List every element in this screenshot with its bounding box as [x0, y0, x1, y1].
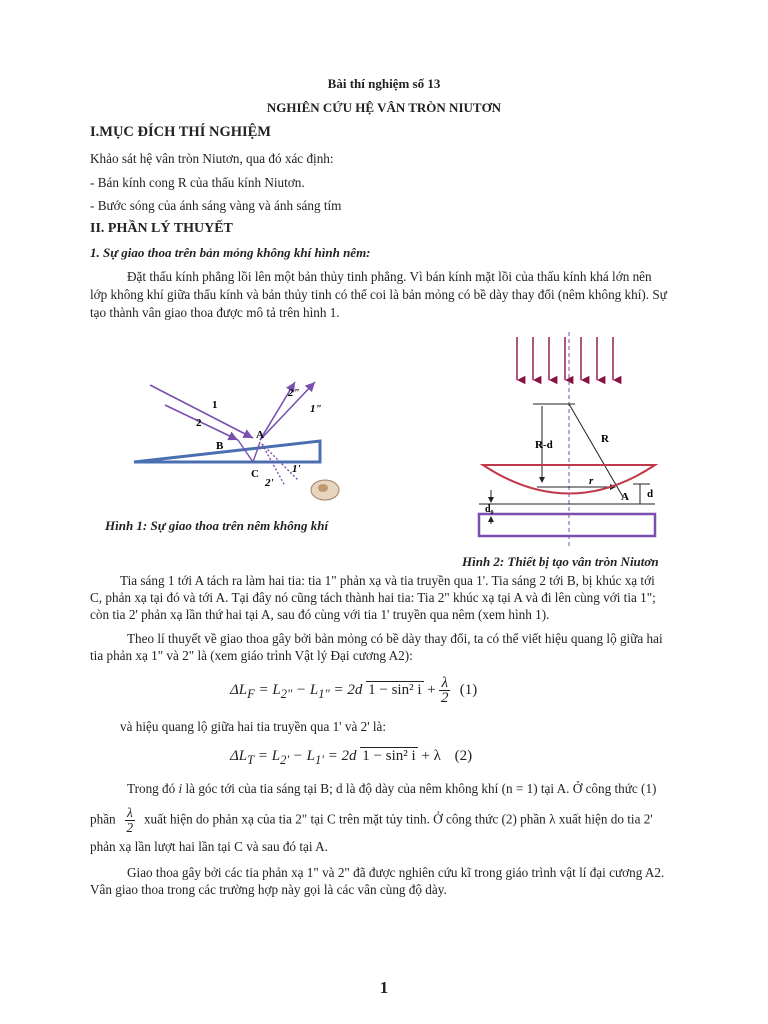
label-Rd: R-d	[535, 439, 553, 451]
figure2-caption: Hình 2: Thiết bị tạo vân tròn Niutơn	[462, 554, 659, 569]
label-ray2p: 2'	[265, 477, 274, 489]
label-ray2pp: 2"	[288, 387, 300, 399]
label-A: A	[256, 429, 264, 441]
para6-line2: Vân giao thoa trong các trường hợp này gọi là các vân cùng độ dày.	[90, 882, 447, 897]
ray-2	[165, 405, 238, 440]
para1-line1: Đặt thấu kính phẳng lồi lên một bản thủy tinh phẳng. Vì bán kính mặt lồi của thấu kính khá lớn nên	[127, 269, 652, 284]
figure2-newton-rings-setup	[465, 332, 675, 550]
section1-intro: Khảo sát hệ vân tròn Niutơn, qua đó xác định:	[90, 151, 334, 166]
label-ray1: 1	[212, 399, 218, 411]
para3-line1: Theo lí thuyết về giao thoa gây bởi bản mỏng có bề dày thay đổi, ta có thể viết hiệu quang lộ giữa hai	[127, 631, 663, 646]
para4: và hiệu quang lộ giữa hai tia truyền qua 1' và 2' là:	[120, 719, 387, 734]
label-A: A	[621, 491, 629, 503]
para1-line2: lớp không khí giữa thấu kính và bản thủy tinh có thể coi là bản mỏng có bề dày thay đổi (nêm không khí). Sự	[90, 287, 667, 302]
glass-plate	[479, 514, 655, 536]
section2-heading: II. PHẦN LÝ THUYẾT	[90, 221, 233, 236]
para2-line1: Tia sáng 1 tới A tách ra làm hai tia: tia 1" phản xạ và tia truyền qua 1'. Tia sáng 2 tới B, bị khúc xạ tới	[120, 573, 655, 588]
equation-1: $\Delta L_F = L_{2"} - L_{1"} = 2d$ 1 − sin² i + $\frac{\lambda}{2}$ (1)	[230, 675, 478, 706]
label-ray1p: 1'	[292, 463, 301, 475]
label-R: R	[601, 433, 609, 445]
eye-iris	[318, 484, 328, 492]
ray-1	[150, 385, 253, 438]
para1-line3: tạo thành vân giao thoa được mô tả trên hình 1.	[90, 305, 340, 320]
page-number: 1	[379, 978, 389, 997]
air-wedge	[134, 441, 320, 462]
label-d: d	[647, 488, 654, 500]
label-C: C	[251, 468, 259, 480]
lab-number: Bài thí nghiệm số 13	[327, 76, 441, 91]
label-ray2: 2	[196, 417, 202, 429]
equation-2: $\Delta L_T = L_{2'} - L_{1'} = 2d$ 1 − sin² i + λ (2)	[230, 748, 473, 767]
section1-bullet-1: - Bán kính cong R của thấu kính Niutơn.	[90, 175, 305, 190]
section2-subheading: 1. Sự giao thoa trên bản mỏng không khí hình nêm:	[90, 245, 371, 260]
para5-line2: phần $\frac{\lambda}{2}$ xuất hiện do phản xạ của tia 2" tại C trên mặt tủy tinh. Ở công thức (2) phần λ xuất hiện do tia 2'	[90, 805, 653, 835]
radius-line	[569, 404, 623, 497]
ray-2-reflected	[253, 442, 260, 462]
figure1-wedge-diagram	[120, 360, 360, 510]
para5-line3: phản xạ lần lượt hai lần tại C và sau đó tại A.	[90, 839, 328, 854]
label-d0: d₀	[485, 504, 494, 515]
label-B: B	[216, 440, 224, 452]
label-ray1pp: 1"	[310, 403, 322, 415]
lab-title: NGHIÊN CỨU HỆ VÂN TRÒN NIUTƠN	[266, 100, 502, 115]
para2-line3: còn tia 2' phản xạ lần thứ hai tại A, sau đó cùng với tia 1' truyền qua nêm (xem hình 1).	[90, 607, 550, 622]
figure1-caption: Hình 1: Sự giao thoa trên nêm không khí	[105, 518, 329, 533]
para3-line2: tia phản xạ 1" và 2" là (xem giáo trình Vật lý Đại cương A2):	[90, 648, 413, 663]
label-r: r	[589, 475, 594, 487]
section1-bullet-2: - Bước sóng của ánh sáng vàng và ánh sáng tím	[90, 198, 342, 213]
para6-line1: Giao thoa gây bởi các tia phản xạ 1" và 2" đã được nghiên cứu kĩ trong giáo trình vật lí đại cương A2.	[127, 865, 665, 880]
para5-line1: Trong đó i là góc tới của tia sáng tại B; d là độ dày của nêm không khí (n = 1) tại A. Ở công thức (1)	[127, 781, 657, 796]
para2-line2: C, phản xạ tại đó và tới A. Tại đây nó cũng tách thành hai tia: Tia 2" khúc xạ tại A và đi lên cùng với tia 1";	[90, 590, 656, 605]
section1-heading: I.MỤC ĐÍCH THÍ NGHIỆM	[90, 124, 271, 140]
